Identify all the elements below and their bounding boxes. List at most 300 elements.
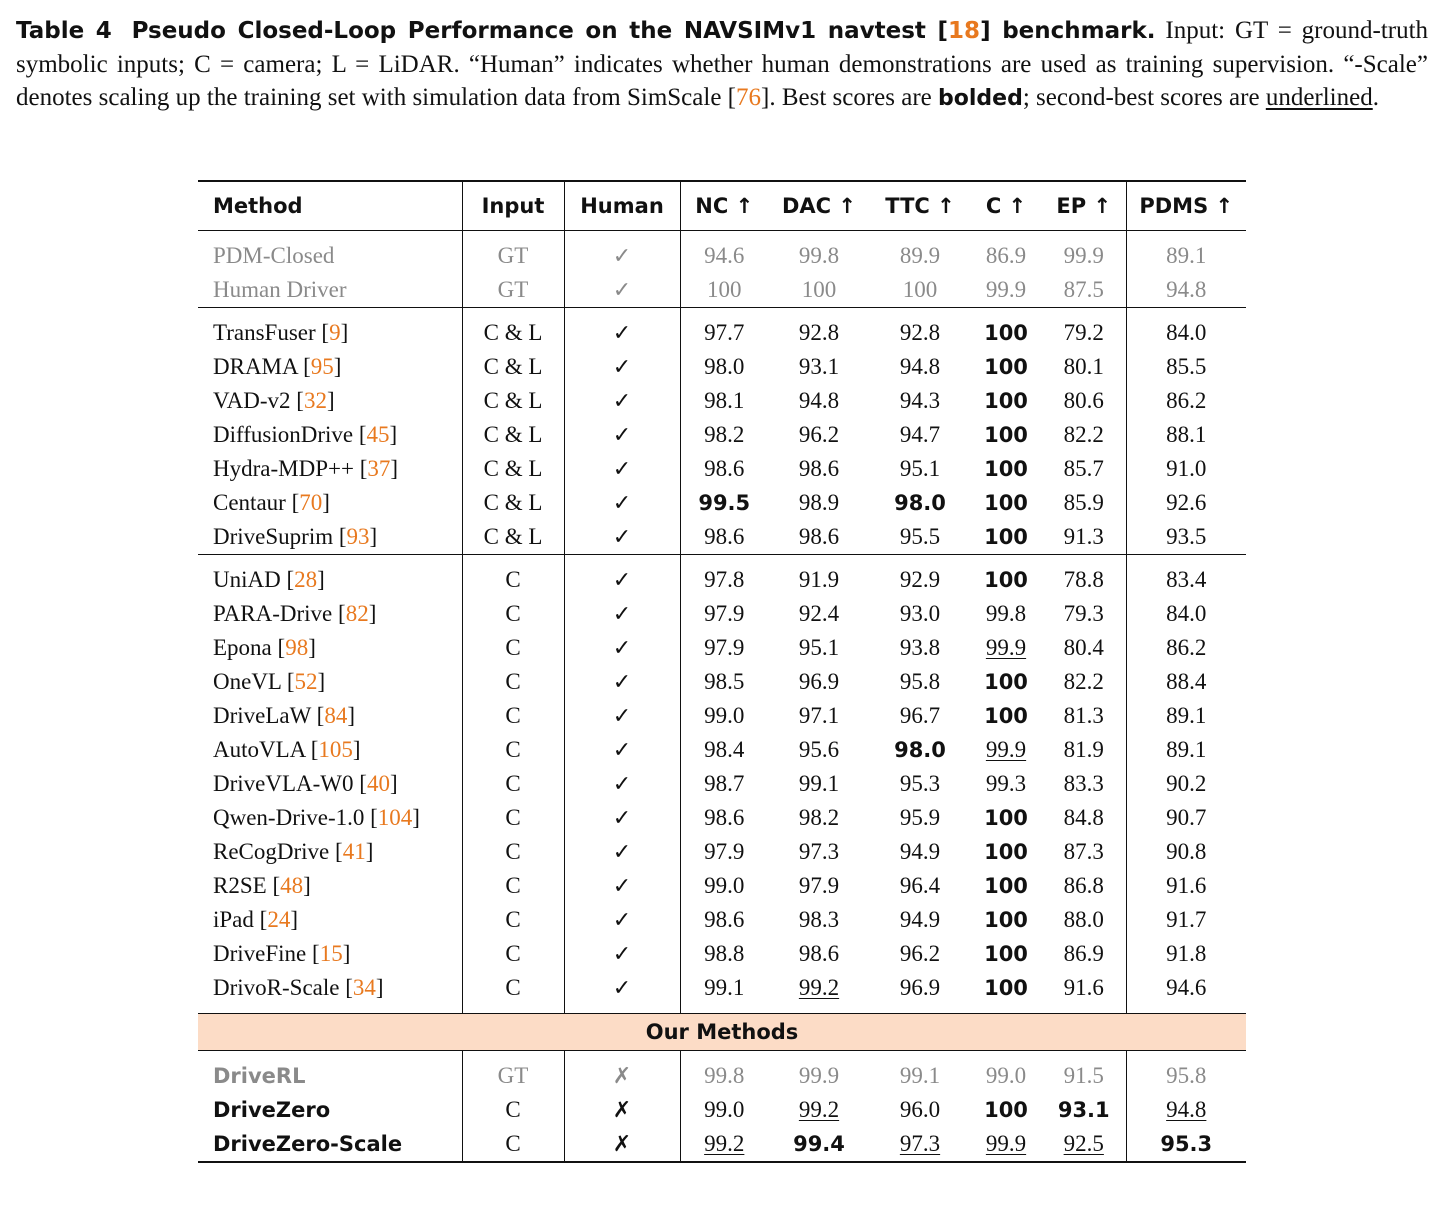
c-value: 100	[984, 321, 1028, 345]
check-icon: ✓	[612, 840, 632, 865]
dac-value: 98.6	[798, 941, 840, 966]
table-row	[198, 563, 1246, 597]
ep-cell	[1042, 239, 1126, 273]
dac-cell	[768, 452, 870, 486]
human-cell	[564, 597, 680, 631]
ep-value: 91.3	[1063, 524, 1104, 549]
dac-cell	[768, 1059, 870, 1093]
pdms-value: 88.1	[1166, 422, 1207, 447]
method-cell: DrivoR-Scale [34]	[198, 971, 462, 1005]
header-c: C ↑	[970, 181, 1042, 231]
cross-icon: ✗	[612, 1098, 632, 1123]
ttc-value: 94.7	[899, 422, 941, 447]
check-icon: ✓	[612, 244, 632, 269]
c-cell	[970, 869, 1042, 903]
input-cell: C	[462, 699, 564, 733]
table-row	[198, 835, 1246, 869]
ttc-cell	[870, 767, 970, 801]
check-icon: ✓	[612, 602, 632, 627]
ttc-cell	[870, 733, 970, 767]
method-cell: DriveVLA-W0 [40]	[198, 767, 462, 801]
pdms-value: 89.1	[1166, 703, 1207, 728]
method-name: AutoVLA	[213, 737, 305, 762]
our-methods-row	[198, 1014, 1246, 1051]
dac-value: 98.9	[798, 490, 840, 515]
ttc-cell	[870, 835, 970, 869]
method-cell: ReCogDrive [41]	[198, 835, 462, 869]
nc-value: 97.7	[704, 320, 745, 345]
cross-icon: ✗	[612, 1132, 632, 1157]
c-value: 100	[984, 457, 1028, 481]
c-cell	[970, 418, 1042, 452]
citation-link[interactable]: 70	[299, 490, 323, 515]
human-cell	[564, 239, 680, 273]
input-cell: C & L	[462, 486, 564, 520]
human-cell	[564, 733, 680, 767]
ep-cell	[1042, 486, 1126, 520]
ttc-value: 94.9	[899, 907, 941, 932]
citation-link[interactable]: 82	[345, 601, 369, 626]
pdms-value: 89.1	[1166, 737, 1207, 762]
pdms-value: 89.1	[1166, 243, 1207, 268]
nc-value: 99.2	[704, 1131, 745, 1156]
c-value: 99.9	[985, 277, 1027, 302]
method-name: Human Driver	[213, 277, 347, 302]
pdms-value: 92.6	[1166, 490, 1207, 515]
c-value: 100	[984, 908, 1028, 932]
dac-cell	[768, 835, 870, 869]
pdms-value: 86.2	[1166, 635, 1207, 660]
ttc-value: 95.3	[899, 771, 941, 796]
ttc-cell	[870, 631, 970, 665]
method-name: DriveZero-Scale	[213, 1132, 403, 1156]
pdms-cell	[1126, 1127, 1246, 1162]
input-cell: C	[462, 767, 564, 801]
c-cell	[970, 316, 1042, 350]
c-value: 100	[984, 525, 1028, 549]
method-name: DrivoR-Scale	[213, 975, 340, 1000]
human-cell	[564, 937, 680, 971]
header-input: Input	[462, 181, 564, 231]
ep-value: 86.8	[1063, 873, 1104, 898]
check-icon: ✓	[612, 423, 632, 448]
citation-link[interactable]: 95	[310, 354, 334, 379]
human-cell	[564, 350, 680, 384]
ttc-cell	[870, 1059, 970, 1093]
citation-link[interactable]: 98	[285, 635, 309, 660]
human-cell	[564, 903, 680, 937]
check-icon: ✓	[612, 874, 632, 899]
pdms-cell	[1126, 835, 1246, 869]
dac-cell	[768, 733, 870, 767]
ttc-cell	[870, 316, 970, 350]
ep-cell	[1042, 733, 1126, 767]
method-cell: DiffusionDrive [45]	[198, 418, 462, 452]
spacer-row	[198, 555, 1246, 564]
ttc-cell	[870, 520, 970, 555]
table-row	[198, 316, 1246, 350]
nc-cell	[680, 350, 768, 384]
ep-value: 80.6	[1063, 388, 1104, 413]
nc-cell	[680, 869, 768, 903]
dac-cell	[768, 767, 870, 801]
c-cell	[970, 350, 1042, 384]
method-cell	[198, 239, 462, 273]
table-row	[198, 1093, 1246, 1127]
ep-cell	[1042, 520, 1126, 555]
nc-cell	[680, 520, 768, 555]
citation-link[interactable]: 32	[303, 388, 327, 413]
nc-value: 99.1	[704, 975, 745, 1000]
input-cell: C	[462, 937, 564, 971]
c-cell	[970, 835, 1042, 869]
c-cell	[970, 384, 1042, 418]
spacer-row	[198, 1051, 1246, 1060]
citation-link[interactable]: 28	[294, 567, 318, 592]
c-cell	[970, 563, 1042, 597]
nc-value: 98.1	[704, 388, 745, 413]
input-cell: C	[462, 971, 564, 1005]
ep-cell	[1042, 971, 1126, 1005]
ep-value: 79.2	[1063, 320, 1104, 345]
nc-value: 97.9	[704, 839, 745, 864]
spacer-row	[198, 231, 1246, 240]
citation-link[interactable]: 9	[329, 320, 341, 345]
pdms-value: 90.8	[1166, 839, 1207, 864]
table-row	[198, 665, 1246, 699]
dac-value: 99.8	[798, 243, 840, 268]
pdms-value: 91.7	[1166, 907, 1207, 932]
ep-value: 99.9	[1063, 243, 1104, 268]
ttc-value: 93.8	[899, 635, 941, 660]
method-cell: PARA-Drive [82]	[198, 597, 462, 631]
human-cell	[564, 665, 680, 699]
human-cell	[564, 316, 680, 350]
check-icon: ✓	[612, 976, 632, 1001]
nc-value: 98.8	[704, 941, 745, 966]
dac-value: 99.9	[798, 1063, 840, 1088]
c-cell	[970, 767, 1042, 801]
ep-cell	[1042, 563, 1126, 597]
c-cell	[970, 239, 1042, 273]
ep-cell	[1042, 869, 1126, 903]
method-name: UniAD	[213, 567, 281, 592]
citation-link[interactable]: 104	[377, 805, 413, 830]
nc-cell	[680, 699, 768, 733]
c-value: 100	[984, 389, 1028, 413]
dac-cell	[768, 631, 870, 665]
method-name: OneVL	[213, 669, 282, 694]
c-cell	[970, 1127, 1042, 1162]
check-icon: ✓	[612, 738, 632, 763]
citation-link[interactable]: 52	[294, 669, 318, 694]
pdms-value: 94.8	[1166, 277, 1207, 302]
c-value: 99.9	[985, 737, 1027, 762]
pdms-cell	[1126, 452, 1246, 486]
nc-value: 98.5	[704, 669, 745, 694]
spacer-row	[198, 308, 1246, 317]
dac-cell	[768, 520, 870, 555]
input-cell: C & L	[462, 384, 564, 418]
pdms-cell	[1126, 801, 1246, 835]
c-value: 100	[984, 1098, 1028, 1122]
ttc-value: 96.0	[899, 1097, 941, 1122]
ep-value: 91.6	[1063, 975, 1104, 1000]
method-name: PARA-Drive	[213, 601, 333, 626]
method-cell: DriveSuprim [93]	[198, 520, 462, 555]
nc-value: 98.6	[704, 805, 745, 830]
ep-value: 92.5	[1063, 1131, 1104, 1156]
pdms-cell	[1126, 699, 1246, 733]
c-value: 100	[984, 355, 1028, 379]
pdms-cell	[1126, 631, 1246, 665]
human-cell	[564, 384, 680, 418]
method-cell: R2SE [48]	[198, 869, 462, 903]
pdms-value: 94.6	[1166, 975, 1207, 1000]
dac-value: 99.2	[798, 1097, 840, 1122]
ttc-cell	[870, 699, 970, 733]
header-human: Human	[564, 181, 680, 231]
method-name: PDM-Closed	[213, 243, 335, 268]
citation-link[interactable]: 84	[324, 703, 348, 728]
ttc-value: 93.0	[899, 601, 941, 626]
method-cell	[198, 1127, 462, 1162]
ep-value: 91.5	[1063, 1063, 1104, 1088]
input-cell: C	[462, 665, 564, 699]
ttc-cell	[870, 869, 970, 903]
citation-link[interactable]: 37	[367, 456, 391, 481]
check-icon: ✓	[612, 806, 632, 831]
method-name: Epona	[213, 635, 272, 660]
citation-link[interactable]: 105	[318, 737, 353, 762]
human-cell	[564, 1093, 680, 1127]
dac-cell	[768, 563, 870, 597]
method-name: DriveRL	[213, 1064, 306, 1088]
method-cell: TransFuser [9]	[198, 316, 462, 350]
method-name: DRAMA	[213, 354, 298, 379]
ep-cell	[1042, 597, 1126, 631]
citation-link[interactable]: 24	[267, 907, 291, 932]
cross-icon: ✗	[612, 1064, 632, 1089]
human-cell	[564, 631, 680, 665]
pdms-cell	[1126, 520, 1246, 555]
pdms-cell	[1126, 316, 1246, 350]
c-value: 99.0	[985, 1063, 1027, 1088]
nc-value: 98.6	[704, 907, 745, 932]
method-cell: DriveLaW [84]	[198, 699, 462, 733]
check-icon: ✓	[612, 491, 632, 516]
dac-cell	[768, 801, 870, 835]
citation-link[interactable]: 76	[736, 84, 761, 111]
citation-link[interactable]: 34	[352, 975, 376, 1000]
dac-value: 100	[801, 277, 837, 302]
input-cell: C	[462, 1127, 564, 1162]
header-pdms: PDMS ↑	[1126, 181, 1246, 231]
ttc-value: 100	[902, 277, 938, 302]
method-name: VAD-v2	[213, 388, 291, 413]
check-icon: ✓	[612, 704, 632, 729]
pdms-value: 91.0	[1166, 456, 1207, 481]
nc-cell	[680, 418, 768, 452]
dac-value: 94.8	[798, 388, 840, 413]
citation-link[interactable]: 41	[342, 839, 366, 864]
c-cell	[970, 1093, 1042, 1127]
dac-value: 97.9	[798, 873, 840, 898]
nc-value: 98.0	[704, 354, 745, 379]
input-cell: C & L	[462, 350, 564, 384]
method-name: TransFuser	[213, 320, 316, 345]
pdms-value: 88.4	[1166, 669, 1207, 694]
dac-cell	[768, 350, 870, 384]
human-cell	[564, 767, 680, 801]
c-value: 99.8	[985, 601, 1027, 626]
nc-cell	[680, 273, 768, 308]
pdms-value: 90.2	[1166, 771, 1207, 796]
check-icon: ✓	[612, 389, 632, 414]
ttc-value: 95.8	[899, 669, 941, 694]
table-row	[198, 801, 1246, 835]
header-dac: DAC ↑	[768, 181, 870, 231]
pdms-cell	[1126, 971, 1246, 1005]
human-cell	[564, 971, 680, 1005]
nc-cell	[680, 767, 768, 801]
dac-value: 96.9	[798, 669, 840, 694]
pdms-cell	[1126, 350, 1246, 384]
pdms-value: 91.8	[1166, 941, 1207, 966]
pdms-cell	[1126, 1059, 1246, 1093]
ttc-cell	[870, 418, 970, 452]
citation-link[interactable]: 48	[280, 873, 304, 898]
ttc-value: 96.4	[899, 873, 941, 898]
nc-cell	[680, 937, 768, 971]
nc-cell	[680, 631, 768, 665]
c-value: 100	[984, 491, 1028, 515]
input-cell: C	[462, 903, 564, 937]
ep-value: 81.3	[1063, 703, 1104, 728]
citation-link[interactable]: 45	[366, 422, 390, 447]
underlined-word: underlined	[1265, 84, 1373, 111]
ttc-cell	[870, 971, 970, 1005]
nc-cell	[680, 239, 768, 273]
ttc-cell	[870, 486, 970, 520]
ttc-value: 94.9	[899, 839, 941, 864]
nc-value: 98.2	[704, 422, 745, 447]
dac-value: 99.4	[793, 1132, 845, 1156]
citation-link[interactable]: 15	[319, 941, 343, 966]
citation-link[interactable]: 18	[948, 18, 981, 44]
c-cell	[970, 665, 1042, 699]
ttc-cell	[870, 350, 970, 384]
nc-cell	[680, 733, 768, 767]
ep-cell	[1042, 418, 1126, 452]
c-cell	[970, 903, 1042, 937]
ep-cell	[1042, 1127, 1126, 1162]
c-cell	[970, 520, 1042, 555]
c-cell	[970, 631, 1042, 665]
dac-cell	[768, 699, 870, 733]
c-value: 100	[984, 423, 1028, 447]
method-name: DriveFine	[213, 941, 307, 966]
input-cell: GT	[462, 273, 564, 308]
human-cell	[564, 452, 680, 486]
ep-cell	[1042, 937, 1126, 971]
ep-cell	[1042, 1059, 1126, 1093]
dac-cell	[768, 1093, 870, 1127]
check-icon: ✓	[612, 278, 632, 303]
input-cell: C & L	[462, 452, 564, 486]
check-icon: ✓	[612, 457, 632, 482]
nc-cell	[680, 452, 768, 486]
ttc-cell	[870, 903, 970, 937]
check-icon: ✓	[612, 568, 632, 593]
nc-value: 98.4	[704, 737, 745, 762]
human-cell	[564, 486, 680, 520]
pdms-cell	[1126, 903, 1246, 937]
dac-cell	[768, 937, 870, 971]
check-icon: ✓	[612, 355, 632, 380]
pdms-cell	[1126, 665, 1246, 699]
ttc-value: 95.9	[899, 805, 941, 830]
nc-value: 98.7	[704, 771, 745, 796]
ep-value: 80.4	[1063, 635, 1104, 660]
ttc-cell	[870, 1127, 970, 1162]
ep-value: 82.2	[1063, 422, 1104, 447]
ttc-value: 97.3	[899, 1131, 941, 1156]
ep-value: 80.1	[1063, 354, 1104, 379]
dac-cell	[768, 665, 870, 699]
method-name: DriveLaW	[213, 703, 311, 728]
table-row	[198, 350, 1246, 384]
pdms-cell	[1126, 597, 1246, 631]
c-cell	[970, 733, 1042, 767]
dac-value: 96.2	[798, 422, 840, 447]
dac-value: 92.4	[798, 601, 840, 626]
bolded-word: bolded	[938, 86, 1023, 111]
method-name: Qwen-Drive-1.0	[213, 805, 365, 830]
check-icon: ✓	[612, 321, 632, 346]
c-value: 100	[984, 976, 1028, 1000]
human-cell	[564, 520, 680, 555]
citation-link[interactable]: 40	[366, 771, 390, 796]
pdms-value: 83.4	[1166, 567, 1207, 592]
check-icon: ✓	[612, 772, 632, 797]
human-cell	[564, 699, 680, 733]
dac-cell	[768, 418, 870, 452]
pdms-cell	[1126, 1093, 1246, 1127]
citation-link[interactable]: 93	[346, 524, 370, 549]
caption-text: Input: GT = ground-truth symbolic inputs; C = camera; L = LiDAR. “Human” indicates whether human demonstrations are used as training supervision. “-Scale” denotes scaling up the training set with simulation data from SimScale [	[16, 17, 1429, 111]
ep-cell	[1042, 452, 1126, 486]
table-row	[198, 733, 1246, 767]
ttc-cell	[870, 1093, 970, 1127]
c-value: 99.9	[985, 635, 1027, 660]
method-cell: Centaur [70]	[198, 486, 462, 520]
dac-value: 91.9	[798, 567, 840, 592]
ttc-value: 95.5	[899, 524, 941, 549]
check-icon: ✓	[612, 670, 632, 695]
dac-value: 92.8	[798, 320, 840, 345]
nc-cell	[680, 835, 768, 869]
nc-value: 97.8	[704, 567, 745, 592]
ep-value: 93.1	[1057, 1098, 1110, 1122]
dac-cell	[768, 486, 870, 520]
ep-value: 85.7	[1063, 456, 1104, 481]
ep-value: 86.9	[1063, 941, 1104, 966]
nc-value: 99.8	[704, 1063, 745, 1088]
dac-cell	[768, 239, 870, 273]
table-row	[198, 937, 1246, 971]
c-cell	[970, 937, 1042, 971]
